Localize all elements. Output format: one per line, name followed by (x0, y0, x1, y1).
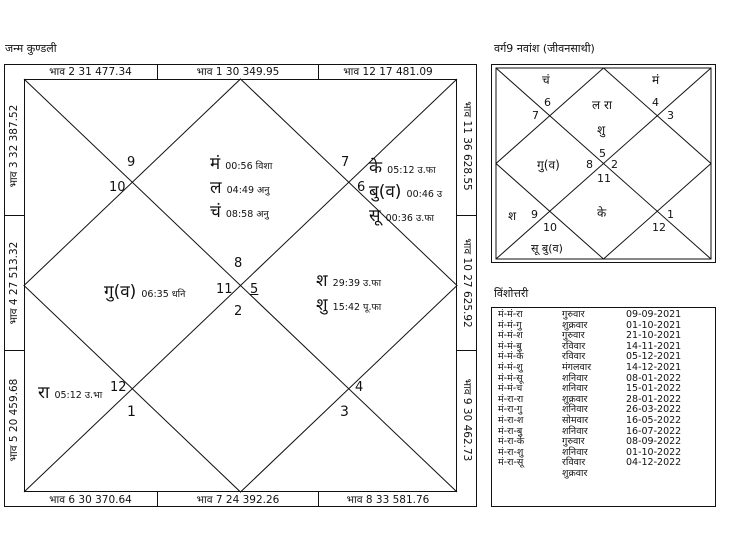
table-row: मं-मं-सू शनिवार 08-01-2022 (498, 372, 682, 384)
table-row: मं-मं-रा गुरुवार 09-09-2021 (498, 309, 682, 320)
bhav-top-1: भाव 1 30 349.95 (196, 65, 280, 78)
nav-sign-12: 12 (652, 221, 666, 234)
janma-sign-5: 5 (250, 282, 259, 297)
nav-sign-5: 5 (599, 147, 606, 160)
planet-entry: शु 15:42 पू.फा (316, 295, 382, 315)
nav-planet-moon: चं (542, 73, 550, 87)
table-row: मं-मं-चं शनिवार 15-01-2022 (498, 383, 682, 395)
janma-kundali-title: जन्म कुण्डली (5, 42, 57, 55)
nav-sign-1: 1 (667, 208, 674, 221)
janma-chart-lines (24, 79, 457, 492)
table-row: मं-मं-बु रविवार 14-11-2021 (498, 340, 682, 352)
janma-sign-10: 10 (109, 180, 126, 195)
house-12-planets (369, 157, 457, 229)
nav-planet-saturn: श (508, 209, 517, 223)
table-row: मं-मं-शु मंगलवार 14-12-2021 (498, 362, 682, 373)
nav-sign-4: 4 (652, 96, 659, 109)
table-row: मं-रा-श सोमवार 16-05-2022 (498, 415, 682, 426)
bhav-top-2: भाव 2 31 477.34 (49, 65, 132, 78)
table-row: मं-रा-बु शनिवार 16-07-2022 (498, 425, 682, 437)
nav-planet-lagna-rahu: ल रा (592, 98, 612, 112)
janma-sign-2: 2 (234, 304, 243, 319)
janma-sign-6: 6 (357, 180, 366, 195)
planet-entry: बु(व) 00:46 उ (369, 182, 443, 202)
bhav-top-12: भाव 12 17 481.09 (343, 65, 433, 78)
table-row: मं-रा-सू रविवार 04-12-2022 (498, 457, 682, 469)
janma-sign-7: 7 (341, 155, 350, 170)
bhav-bottom-7: भाव 7 24 392.26 (196, 493, 280, 506)
nav-planet-mars: मं (652, 73, 660, 87)
planet-entry: के 05:12 उ.फा (369, 158, 436, 178)
nav-planet-ketu: के (597, 206, 607, 220)
nav-sign-8: 8 (586, 158, 593, 171)
planet-entry: चं 08:58 अनु (210, 202, 269, 222)
table-row: मं-रा-शु शनिवार 01-10-2022 (498, 446, 682, 458)
planet-entry: श 29:39 उ.फा (316, 271, 382, 291)
nav-planet-jupiter: गु(व) (537, 158, 560, 172)
janma-sign-3: 3 (340, 404, 349, 420)
bhav-bottom-6: भाव 6 30 370.64 (49, 493, 132, 506)
nav-sign-2: 2 (611, 158, 618, 171)
nav-sign-9: 9 (531, 208, 538, 221)
janma-sign-8: 8 (234, 256, 243, 271)
bhav-left-4: भाव 4 27 513.32 (8, 241, 20, 325)
vimshottari-table (491, 307, 716, 507)
planet-entry: ल 04:49 अनु (210, 178, 270, 198)
house-10-planets (316, 270, 381, 318)
vimshottari-title: विंशोत्तरी (494, 287, 529, 300)
planet-entry: गु(व) 06:35 धनि (104, 282, 186, 302)
nav-planet-venus: शु (597, 123, 606, 137)
janma-sign-4: 4 (355, 380, 364, 395)
janma-sign-11: 11 (216, 282, 233, 297)
nav-sign-7: 7 (532, 109, 539, 122)
table-row: मं-मं-श गुरुवार 21-10-2021 (498, 330, 682, 342)
navamsha-title: वर्ग9 नवांश (जीवनसाथी) (494, 42, 595, 55)
table-row: मं-मं-गु शुक्रवार 01-10-2021 (498, 319, 682, 331)
janma-sign-12: 12 (110, 380, 127, 395)
nav-sign-6: 6 (544, 96, 551, 109)
janma-sign-1: 1 (127, 404, 136, 420)
house-6-planets (38, 382, 102, 406)
nav-planet-sun-mercury: सू बु(व) (531, 242, 563, 255)
table-row: शुक्रवार (562, 468, 588, 479)
bhav-right-9: भाव 9 30 462.73 (461, 378, 473, 462)
house-4-planets (104, 281, 185, 305)
bhav-right-11: भाव 11 36 628.55 (461, 101, 473, 191)
bhav-left-3: भाव 3 32 387.52 (8, 104, 20, 188)
bhav-bottom-8: भाव 8 33 581.76 (346, 493, 430, 506)
planet-entry: मं 00:56 विशा (210, 154, 273, 174)
bhav-left-5: भाव 5 20 459.68 (8, 378, 20, 462)
table-row: मं-मं-के रविवार 05-12-2021 (498, 351, 682, 363)
table-row: मं-रा-के गुरुवार 08-09-2022 (498, 436, 682, 448)
nav-sign-3: 3 (667, 109, 674, 122)
janma-sign-9: 9 (127, 155, 136, 170)
planet-entry: सू 00:36 उ.फा (369, 206, 435, 226)
nav-sign-10: 10 (543, 221, 557, 234)
table-row: मं-रा-गु शनिवार 26-03-2022 (498, 404, 682, 416)
bhav-right-10: भाव 10 27 625.92 (461, 238, 473, 328)
planet-entry: रा 05:12 उ.भा (38, 383, 103, 403)
nav-sign-11: 11 (597, 172, 611, 185)
house-1-planets (210, 153, 272, 225)
table-row: मं-रा-रा शुक्रवार 28-01-2022 (498, 393, 682, 405)
